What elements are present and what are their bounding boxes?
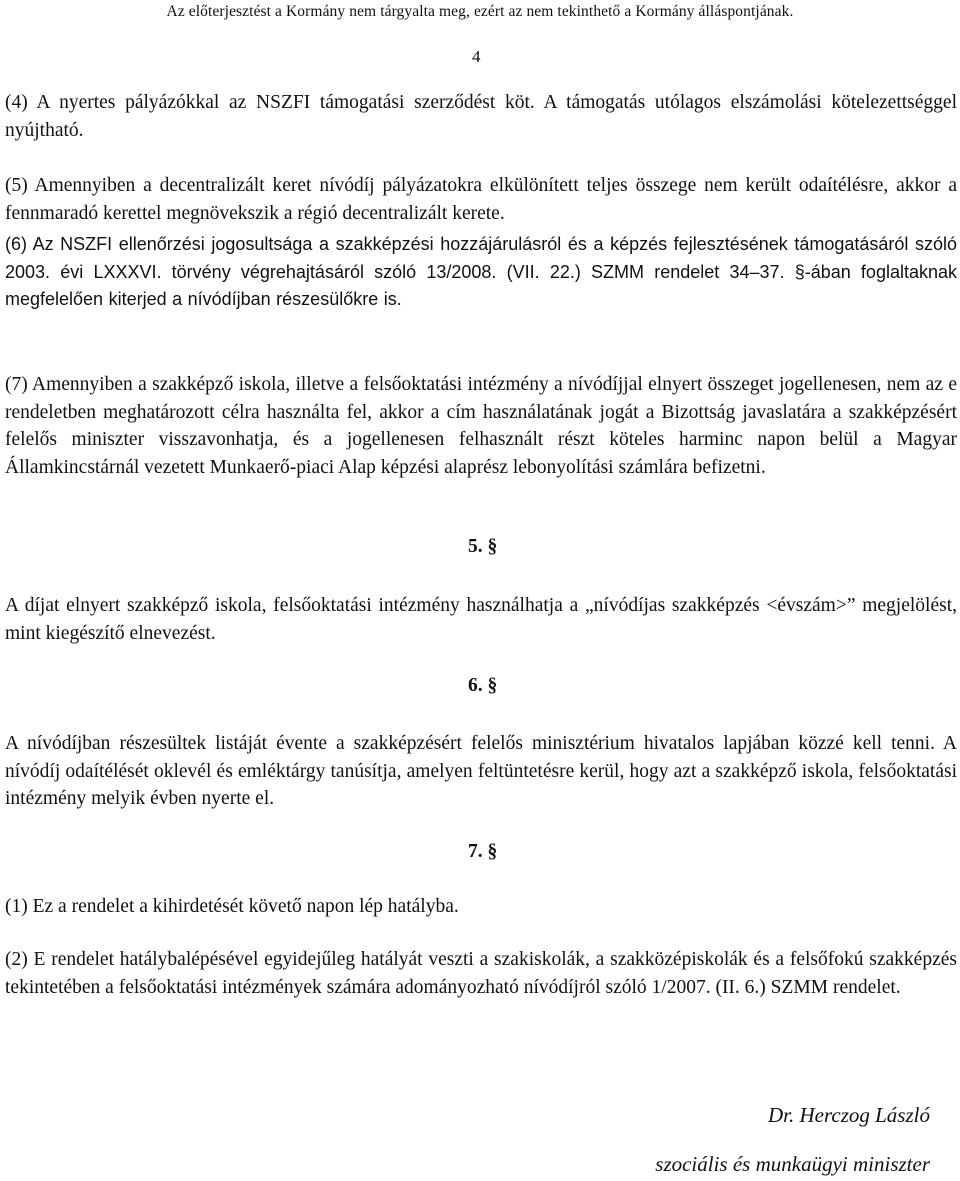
section-7-paragraph-1: (1) Ez a rendelet a kihirdetését követő napon lép hatályba.	[5, 896, 459, 917]
page-number: 4	[472, 47, 481, 66]
section-6-heading: 6. §	[468, 675, 498, 696]
document-header: Az előterjesztést a Kormány nem tárgyalta meg, ezért az nem tekinthető a Kormány álláspontjának.	[166, 3, 794, 20]
paragraph-4: (4) A nyertes pályázókkal az NSZFI támogatási szerződést köt. A támogatás utólagos elszámolási kötelezettséggel nyújtható.	[5, 92, 957, 141]
signature-title: szociális és munkaügyi miniszter	[655, 1152, 930, 1176]
paragraph-7: (7) Amennyiben a szakképző iskola, illetve a felsőoktatási intézmény a nívódíjjal elnyert összeget jogellenesen, nem az e rendeletben meghatározott célra használta fel, akkor a cím használatának jogát a Bizottság javaslatára a szakképzésért felelős miniszter visszavonhatja, és a jogellenesen felhasznált részt köteles harminc napon belül a Magyar Államkincstárnál vezetett Munkaerő-piaci Alap képzési alaprész lebonyolítási számlára befizetni.	[5, 374, 957, 478]
paragraph-5: (5) Amennyiben a decentralizált keret nívódíj pályázatokra elkülönített teljes összege nem került odaítélésre, akkor a fennmaradó kerettel megnövekszik a régió decentralizált kerete.	[5, 175, 957, 224]
section-7-paragraph-2: (2) E rendelet hatálybalépésével egyidejűleg hatályát veszti a szakiskolák, a szakközépiskolák és a felsőfokú szakképzés tekintetében a felsőoktatási intézmények számára adományozható nívódíjról szóló 1/2007. (II. 6.) SZMM rendelet.	[5, 949, 957, 998]
section-7-heading: 7. §	[468, 841, 498, 862]
paragraph-6: (6) Az NSZFI ellenőrzési jogosultsága a szakképzési hozzájárulásról és a képzés fejlesztésének támogatásáról szóló 2003. évi LXXXVI. törvény végrehajtásáról szóló 13/2008. (VII. 22.) SZMM rendelet 34‒37. §-ában foglaltaknak megfelelően kiterjed a nívódíjban részesülőkre is.	[5, 234, 957, 309]
section-5-text: A díjat elnyert szakképző iskola, felsőoktatási intézmény használhatja a „nívódíjas szakképzés <évszám>” megjelölést, mint kiegészítő elnevezést.	[5, 595, 957, 644]
section-5-heading: 5. §	[468, 536, 498, 557]
section-6-text: A nívódíjban részesültek listáját évente a szakképzésért felelős minisztérium hivatalos lapjában közzé kell tenni. A nívódíj odaítélését oklevél és emléktárgy tanúsítja, amelyen feltüntetésre kerül, hogy azt a szakképző iskola, felsőoktatási intézmény melyik évben nyerte el.	[5, 733, 957, 809]
signature-name: Dr. Herczog László	[768, 1103, 930, 1127]
